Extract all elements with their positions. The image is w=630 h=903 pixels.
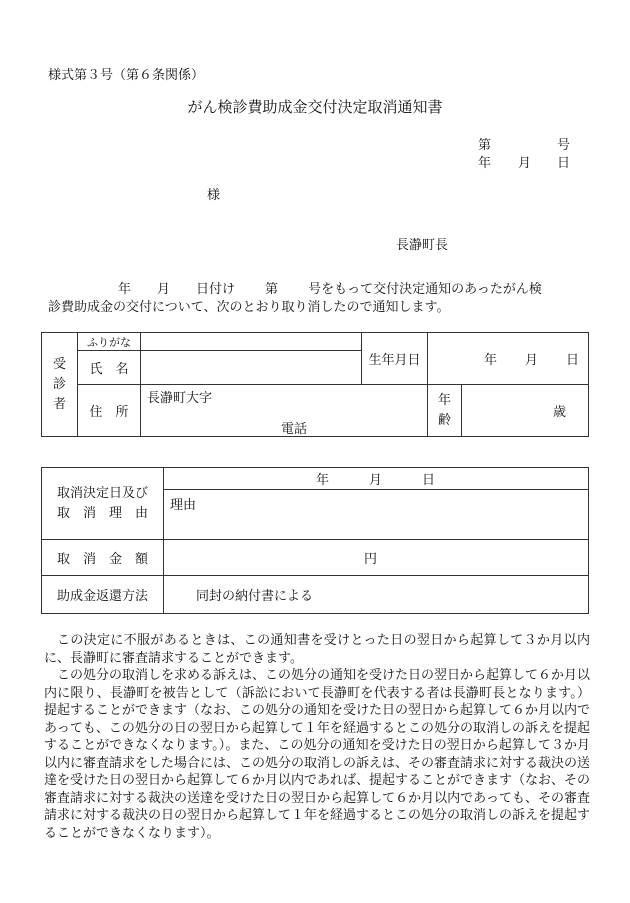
amount-field[interactable]: 円: [164, 540, 589, 576]
address-field[interactable]: [141, 385, 428, 437]
birthdate-field[interactable]: 年 月 日: [428, 333, 589, 385]
document-title: がん検診費助成金交付決定取消通知書: [187, 98, 443, 116]
doc-number-suffix: 号: [557, 138, 571, 153]
furigana-field[interactable]: [141, 333, 362, 351]
name-field[interactable]: [141, 351, 362, 385]
appeal-notes: [44, 632, 590, 842]
date-reason-label: 取消決定日及び 取 消 理 由: [42, 468, 164, 540]
addressee-suffix: 様: [207, 188, 221, 203]
patient-table: [41, 332, 589, 437]
cancellation-table: [41, 467, 589, 614]
intro-paragraph: [48, 281, 588, 317]
refund-method-value: 同封の納付書による: [164, 576, 589, 614]
doc-number-prefix: 第: [478, 138, 492, 153]
cancel-date-field[interactable]: 年 月 日: [164, 468, 589, 490]
reason-label: 理由: [170, 498, 197, 513]
patient-group-label: 受 診 者: [42, 333, 78, 437]
doc-date-month: 月: [518, 156, 532, 171]
refund-method-label: 助成金返還方法: [42, 576, 164, 614]
reason-field[interactable]: [164, 490, 589, 540]
age-field[interactable]: 歳: [462, 385, 589, 437]
age-label: 年 齢: [428, 385, 462, 437]
doc-date-day: 日: [557, 156, 571, 171]
amount-label: 取 消 金 額: [42, 540, 164, 576]
note-paragraph-2: この処分の取消しを求める訴えは、この処分の通知を受けた日の翌日から起算して６か月以内に限り、長瀞町を被告として（訴訟において長瀞町を代表する者は長瀞町長となります。）提起することができます（なお、この処分の通知を受けた日の翌日から起算して６か月以内であっても、この処分の日の翌日から起算して１年を経過するとこの処分の取消しの訴えを提起することができなくなります。）。また、この処分の通知を受けた日の翌日から起算して３か月以内に審査請求をした場合には、この処分の取消しの訴えは、その審査請求に対する裁決の送達を受けた日の翌日から起算して６か月以内であれば、提起することができます（なお、その審査請求に対する裁決の送達を受けた日の翌日から起算して６か月以内であっても、その審査請求に対する裁決の日の翌日から起算して１年を経過するとこの処分の取消しの訴えを提起することができなくなります）。: [44, 668, 591, 841]
intro-line1-rest: 号をもって交付決定通知のあったがん検: [308, 282, 542, 297]
intro-month: 月: [157, 282, 171, 297]
note-paragraph-1: この決定に不服があるときは、この通知書を受けとった日の翌日から起算して３か月以内に、長瀞町に審査請求することができます。: [44, 633, 590, 666]
intro-year: 年: [118, 282, 132, 297]
phone-label: 電話: [281, 422, 308, 437]
name-label: 氏 名: [78, 351, 141, 385]
form-number: 様式第３号（第６条関係）: [48, 68, 205, 83]
furigana-label: ふりがな: [78, 333, 141, 351]
intro-dai: 第: [265, 282, 279, 297]
birthdate-label: 生年月日: [362, 333, 428, 385]
intro-line2: 診費助成金の交付について、次のとおり取り消したので通知します。: [48, 300, 450, 315]
address-value: 長瀞町大字: [147, 391, 213, 406]
doc-date-year: 年: [478, 156, 492, 171]
issuer: 長瀞町長: [396, 238, 449, 253]
address-label: 住 所: [78, 385, 141, 437]
intro-day: 日付け: [196, 282, 236, 297]
